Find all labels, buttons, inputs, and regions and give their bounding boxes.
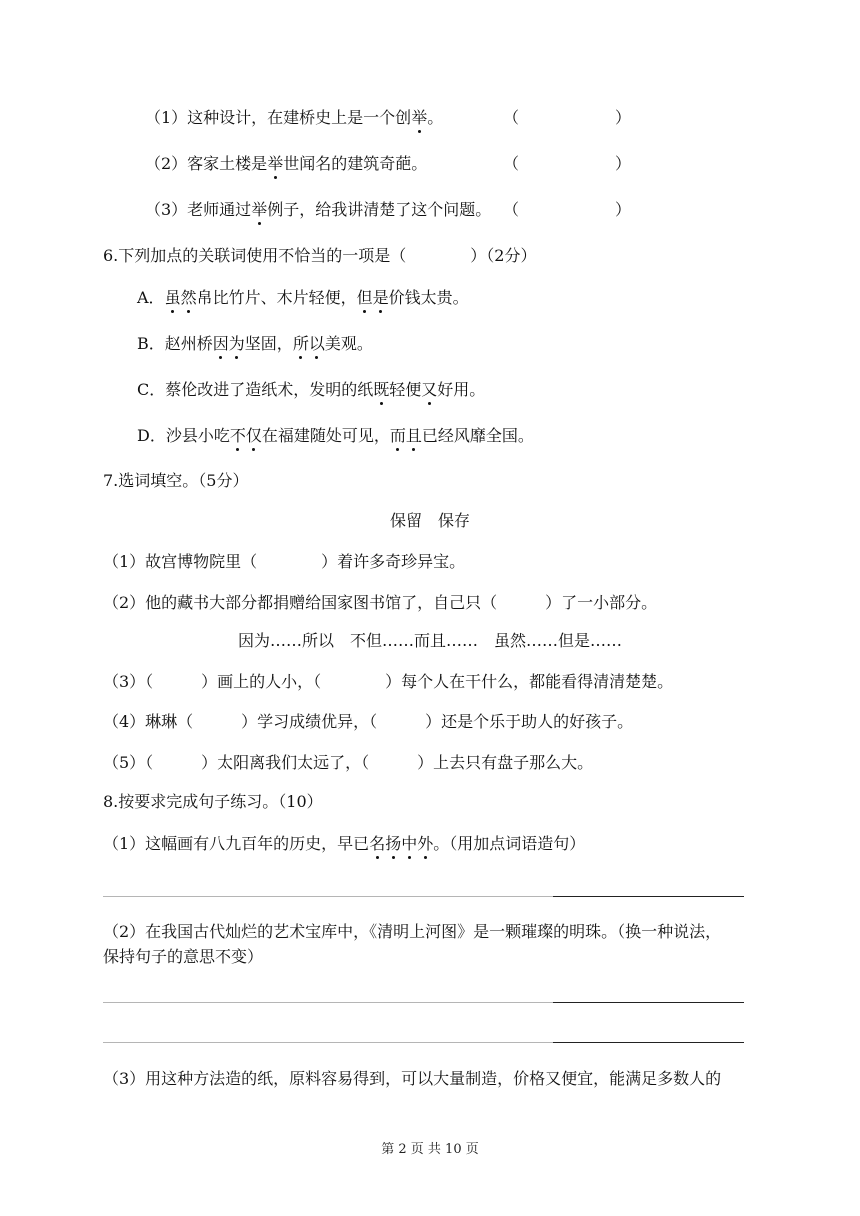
- dotted-text: 既: [373, 380, 390, 399]
- sentence-text: 。（用加点词语造句）: [433, 834, 586, 853]
- dotted-char: 但: [356, 288, 373, 307]
- q7-sentence-2[interactable]: （2）他的藏书大部分都捐赠给国家图书馆了，自己只（ ）了一小部分。: [103, 593, 658, 612]
- option-text: 好用。: [437, 380, 486, 399]
- q5-item-2-text: （2）客家土楼是: [145, 154, 268, 173]
- option-text: B．赵州桥: [137, 334, 213, 353]
- answer-line[interactable]: [103, 1042, 553, 1043]
- q7-sentence-3[interactable]: （3）（ ）画上的人小，（ ）每个人在干什么，都能看得清清楚楚。: [103, 672, 674, 691]
- dotted-char: 举: [267, 154, 284, 173]
- dotted-char: 所: [292, 334, 309, 353]
- q8-sentence-2-line-1: （2）在我国古代灿烂的艺术宝库中，《清明上河图》是一颗璀璨的明珠。（换一种说法，: [103, 922, 722, 941]
- q5-item-2-answer-bracket[interactable]: [503, 153, 631, 175]
- q7-title: 7.选词填空。（5分）: [103, 471, 249, 490]
- q5-item-2: [145, 153, 427, 175]
- dotted-word: [165, 288, 197, 307]
- answer-line[interactable]: [553, 1042, 744, 1043]
- option-text: 在福建随处可见，: [261, 426, 390, 445]
- dotted-char: 举: [251, 200, 268, 219]
- option-text: D．沙县小吃: [137, 426, 230, 445]
- q5-item-1-answer-bracket[interactable]: [503, 107, 631, 129]
- q6-option-a[interactable]: [137, 287, 469, 309]
- q8-sentence-1: [103, 833, 585, 855]
- dotted-char: 仅: [245, 426, 262, 445]
- q5-item-3-text: （3）老师通过: [145, 200, 252, 219]
- option-text: 价钱太贵。: [388, 288, 469, 307]
- q5-item-1-end: 。: [427, 108, 444, 127]
- option-text: 美观。: [324, 334, 373, 353]
- answer-line[interactable]: [103, 1002, 553, 1003]
- answer-line[interactable]: [553, 1002, 744, 1003]
- option-text: 帛比竹片、木片轻便，: [196, 288, 357, 307]
- dotted-char: 以: [308, 334, 325, 353]
- q6-option-d[interactable]: [137, 425, 534, 447]
- option-label: A．: [137, 288, 165, 307]
- answer-bracket[interactable]: （ ）: [503, 108, 632, 127]
- dotted-char: 名: [369, 834, 386, 853]
- dotted-text: [165, 288, 197, 307]
- dotted-char: 不: [229, 426, 246, 445]
- option-text: 坚固，: [244, 334, 293, 353]
- q7-sentence-5[interactable]: （5）（ ）太阳离我们太远了，（ ）上去只有盘子那么大。: [103, 753, 594, 772]
- q5-item-3-answer-bracket[interactable]: [503, 199, 631, 221]
- q5-item-1: [145, 107, 443, 129]
- option-text: 已经风靡全国。: [421, 426, 534, 445]
- answer-bracket[interactable]: （ ）: [503, 154, 632, 173]
- answer-line[interactable]: [553, 896, 744, 897]
- dotted-text: [230, 426, 262, 445]
- q7-sentence-4[interactable]: （4）琳琳（ ）学习成绩优异，（ ）还是个乐于助人的好孩子。: [103, 712, 634, 731]
- q6-title: 6.下列加点的关联词使用不恰当的一项是（ ）（2分）: [103, 246, 537, 265]
- dotted-char: 且: [405, 426, 422, 445]
- dotted-char: 因: [212, 334, 229, 353]
- dotted-char: 而: [389, 426, 406, 445]
- q6-option-c[interactable]: [137, 379, 485, 401]
- q8-sentence-3: （3）用这种方法造的纸，原料容易得到，可以大量制造，价格又便宜，能满足多数人的: [103, 1069, 722, 1088]
- q6-option-b[interactable]: [137, 333, 373, 355]
- q7-word-bank-2: 因为……所以 不但……而且…… 虽然……但是……: [237, 631, 622, 650]
- q8-title: 8.按要求完成句子练习。（10）: [103, 792, 323, 811]
- dotted-char: 扬: [385, 834, 402, 853]
- dotted-text: [293, 334, 325, 353]
- q5-item-3-end: 例子，给我讲清楚了这个问题。: [267, 200, 492, 219]
- dotted-text: [357, 288, 389, 307]
- dotted-text: [213, 334, 245, 353]
- answer-bracket[interactable]: （ ）: [503, 200, 632, 219]
- dotted-char: 外: [417, 834, 434, 853]
- dotted-char: 举: [411, 108, 428, 127]
- dotted-char: 中: [401, 834, 418, 853]
- option-text: C．蔡伦改进了造纸术，发明的纸: [137, 380, 374, 399]
- q5-item-3: [145, 199, 491, 221]
- q5-item-1-text: （1）这种设计，在建桥史上是一个创: [145, 108, 412, 127]
- page-footer: 第 2 页 共 10 页: [381, 1142, 479, 1157]
- dotted-char: 是: [372, 288, 389, 307]
- q7-sentence-1[interactable]: （1）故宫博物院里（ ）着许多奇珍异宝。: [103, 552, 466, 571]
- q8-sentence-2-line-2: 保持句子的意思不变）: [103, 947, 264, 966]
- dotted-char: 然: [180, 288, 197, 307]
- dotted-char: 虽: [164, 288, 181, 307]
- q5-item-2-end: 世闻名的建筑奇葩。: [283, 154, 428, 173]
- dotted-char: 为: [228, 334, 245, 353]
- answer-line[interactable]: [103, 896, 553, 897]
- option-text: 轻便: [389, 380, 422, 399]
- q7-word-bank-1: 保留 保存: [389, 511, 470, 530]
- dotted-text: [390, 426, 422, 445]
- sentence-text: （1）这幅画有八九百年的历史，早已: [103, 834, 370, 853]
- dotted-text: 又: [421, 380, 438, 399]
